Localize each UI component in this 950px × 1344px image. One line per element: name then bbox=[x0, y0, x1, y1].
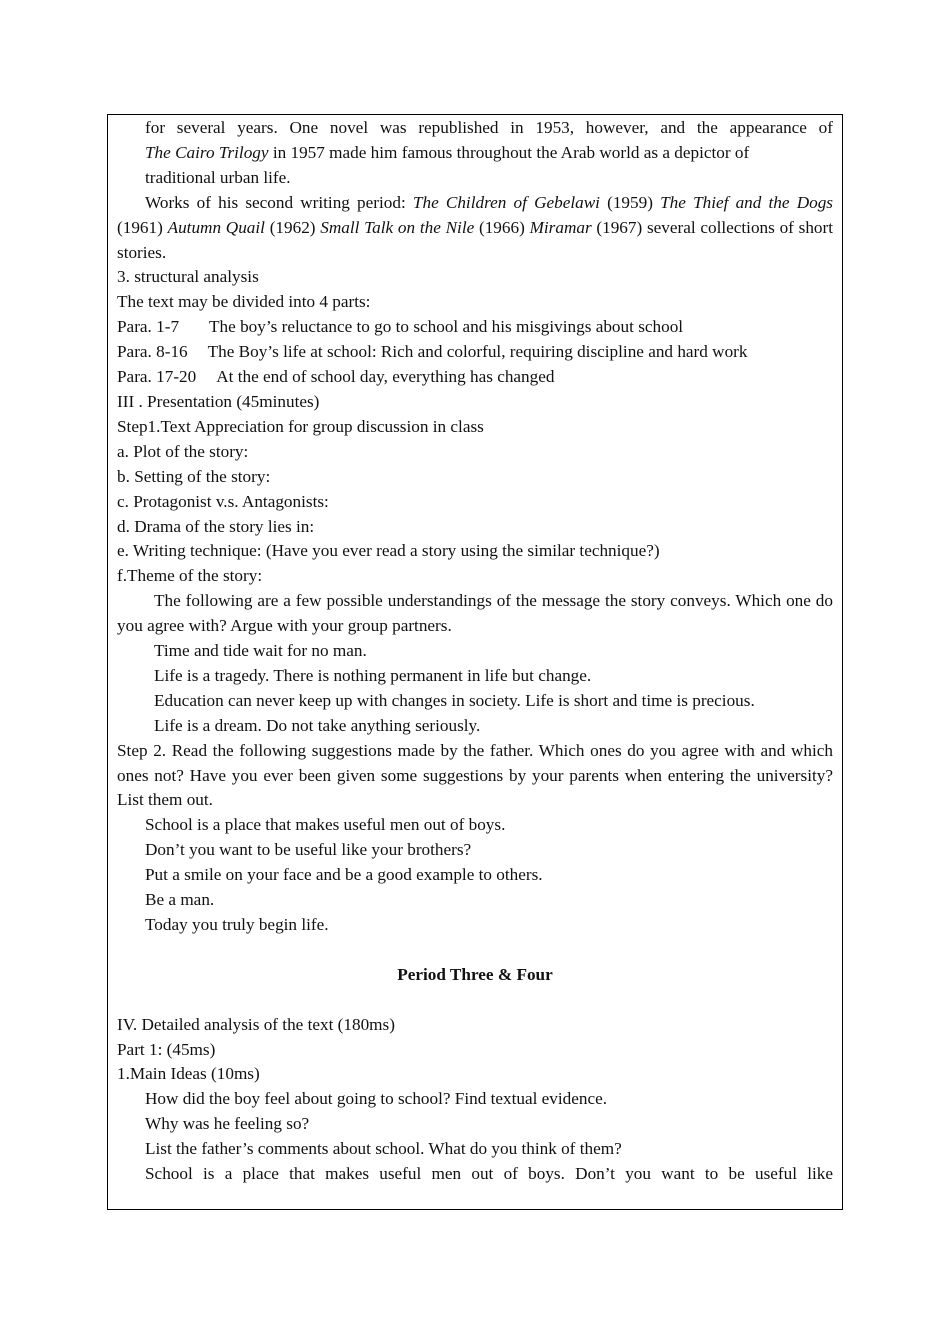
structural-divided: The text may be divided into 4 parts: bbox=[117, 292, 371, 312]
works-paragraph: Works of his second writing period: The Children of Gebelawi (1959) The Thief and the Dogs (1961) Autumn Quail (1962) Small Talk on the Nile (1966) Miramar (1967) several collections of short stories. bbox=[117, 192, 834, 262]
list-item: b. Setting of the story: bbox=[117, 466, 271, 486]
question-item: How did the boy feel about going to school? Find textual evidence. bbox=[145, 1089, 608, 1109]
analysis-heading: IV. Detailed analysis of the text (180ms) bbox=[117, 1014, 395, 1034]
list-item: c. Protagonist v.s. Antagonists: bbox=[117, 491, 329, 511]
part-line: Para. 8-16 The Boy’s life at school: Rich and colorful, requiring discipline and hard work bbox=[117, 342, 748, 362]
part-line: Para. 1-7 The boy’s reluctance to go to school and his misgivings about school bbox=[117, 317, 684, 337]
part-line: Para. 17-20 At the end of school day, everything has changed bbox=[117, 367, 555, 387]
theme-item: Education can never keep up with changes in society. Life is short and time is precious. bbox=[154, 690, 755, 710]
list-item: a. Plot of the story: bbox=[117, 441, 249, 461]
list-item: f.Theme of the story: bbox=[117, 566, 263, 586]
cairo-trilogy-title: The Cairo Trilogy bbox=[145, 142, 269, 162]
question-item: School is a place that makes useful men out of boys. Don’t you want to be useful like bbox=[145, 1164, 833, 1184]
theme-intro: The following are a few possible understandings of the message the story conveys. Which one do you agree with? Argue with your group partners. bbox=[117, 591, 833, 636]
main-ideas-heading: 1.Main Ideas (10ms) bbox=[117, 1064, 260, 1084]
spacer bbox=[117, 988, 833, 1013]
intro-line-1: for several years. One novel was republished in 1953, however, and the appearance of bbox=[145, 118, 833, 137]
theme-item: Time and tide wait for no man. bbox=[154, 641, 367, 661]
step1: Step1.Text Appreciation for group discussion in class bbox=[117, 416, 484, 436]
structural-heading: 3. structural analysis bbox=[117, 267, 259, 287]
list-item: e. Writing technique: (Have you ever read a story using the similar technique?) bbox=[117, 541, 660, 561]
suggestion-item: School is a place that makes useful men out of boys. bbox=[145, 815, 506, 835]
question-item: Why was he feeling so? bbox=[145, 1114, 310, 1134]
document-page bbox=[107, 114, 843, 1210]
suggestion-item: Don’t you want to be useful like your brothers? bbox=[145, 840, 472, 860]
suggestion-item: Put a smile on your face and be a good example to others. bbox=[145, 865, 543, 885]
suggestion-item: Today you truly begin life. bbox=[145, 915, 329, 934]
presentation-heading: III . Presentation (45minutes) bbox=[117, 391, 320, 411]
step2: Step 2. Read the following suggestions made by the father. Which ones do you agree with and which ones not? Have you ever been given some suggestions by your parents when entering the university? List them out. bbox=[117, 740, 833, 810]
spacer bbox=[117, 938, 833, 963]
question-item: List the father’s comments about school. What do you think of them? bbox=[145, 1139, 622, 1159]
intro-line-2: The Cairo Trilogy in 1957 made him famous throughout the Arab world as a depictor of bbox=[145, 142, 750, 162]
intro-line-3: traditional urban life. bbox=[145, 167, 291, 187]
part1-heading: Part 1: (45ms) bbox=[117, 1039, 216, 1059]
theme-item: Life is a dream. Do not take anything seriously. bbox=[154, 715, 481, 735]
list-item: d. Drama of the story lies in: bbox=[117, 516, 315, 536]
suggestion-item: Be a man. bbox=[145, 890, 215, 910]
period-heading: Period Three & Four bbox=[397, 964, 553, 984]
theme-item: Life is a tragedy. There is nothing permanent in life but change. bbox=[154, 665, 592, 685]
